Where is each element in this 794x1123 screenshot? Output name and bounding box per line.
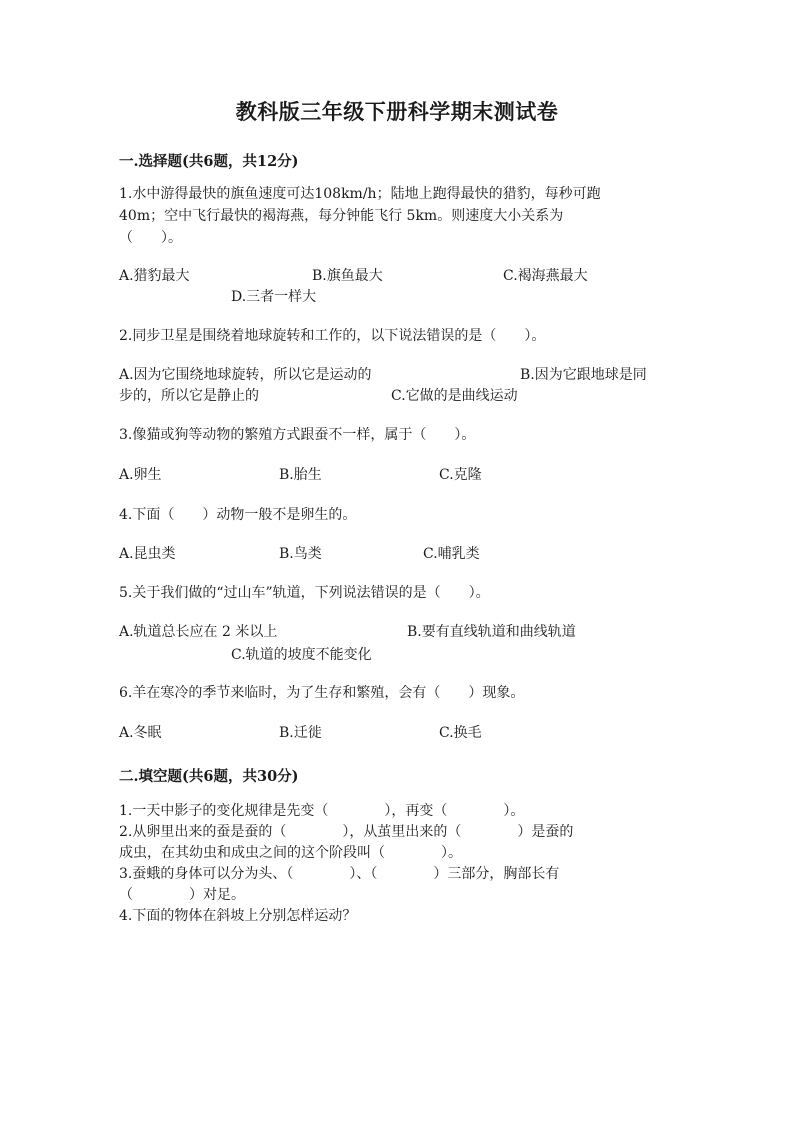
page-title: 教科版三年级下册科学期末测试卷 <box>235 99 559 124</box>
q1-option-a: A.猎豹最大 <box>119 268 190 284</box>
q2-option-c: C.它做的是曲线运动 <box>391 388 518 404</box>
section-fill-heading: 二.填空题(共6题，共30分) <box>119 768 299 785</box>
q3-option-c: C.克隆 <box>439 467 482 483</box>
q5-option-c: C.轨道的坡度不能变化 <box>231 647 372 663</box>
q6-stem: 6.羊在寒冷的季节来临时，为了生存和繁殖，会有（ ）现象。 <box>119 685 525 701</box>
fill-line-3: 成虫，在其幼虫和成虫之间的这个阶段叫（ ）。 <box>119 845 462 861</box>
q6-option-c: C.换毛 <box>439 725 482 741</box>
q3-stem: 3.像猫或狗等动物的繁殖方式跟蚕不一样，属于（ ）。 <box>119 427 476 443</box>
q2-stem: 2.同步卫星是围绕着地球旋转和工作的，以下说法错误的是（ ）。 <box>119 328 546 344</box>
q5-option-a: A.轨道总长应在 2 米以上 <box>119 624 278 640</box>
q2-option-b-continued: 步的，所以它是静止的 <box>119 388 259 404</box>
q4-option-a: A.昆虫类 <box>119 546 176 562</box>
q1-option-b: B.旗鱼最大 <box>312 268 383 284</box>
q2-option-a: A.因为它围绕地球旋转，所以它是运动的 <box>119 367 372 383</box>
q1-stem-line-3: （ ）。 <box>119 230 182 246</box>
section-choice-heading: 一.选择题(共6题，共12分) <box>119 153 299 170</box>
q1-option-c: C.褐海燕最大 <box>503 268 588 284</box>
q2-option-b: B.因为它跟地球是同 <box>520 367 647 383</box>
q1-option-d: D.三者一样大 <box>231 289 317 305</box>
q3-option-a: A.卵生 <box>119 467 162 483</box>
q5-option-b: B.要有直线轨道和曲线轨道 <box>407 624 576 640</box>
q6-option-b: B.迁徙 <box>279 725 322 741</box>
q1-stem-line-1: 1.水中游得最快的旗鱼速度可达108km/h；陆地上跑得最快的猎豹，每秒可跑 <box>119 186 601 202</box>
q6-option-a: A.冬眠 <box>119 725 162 741</box>
fill-line-1: 1.一天中影子的变化规律是先变（ ），再变（ ）。 <box>119 803 525 819</box>
q1-stem-line-2: 40m；空中飞行最快的褐海燕，每分钟能飞行 5km。则速度大小关系为 <box>119 208 564 224</box>
fill-line-2: 2.从卵里出来的蚕是蚕的（ ），从茧里出来的（ ）是蚕的 <box>119 824 574 840</box>
q4-option-c: C.哺乳类 <box>423 546 480 562</box>
q3-option-b: B.胎生 <box>279 467 322 483</box>
q5-stem: 5.关于我们做的“过山车”轨道，下列说法错误的是（ ）。 <box>119 585 490 601</box>
fill-line-6: 4.下面的物体在斜坡上分别怎样运动？ <box>119 908 357 924</box>
q4-stem: 4.下面（ ）动物一般不是卵生的。 <box>119 507 357 523</box>
fill-line-5: （ ）对足。 <box>119 887 245 903</box>
fill-line-4: 3.蚕蛾的身体可以分为头、（ ）、（ ）三部分，胸部长有 <box>119 866 560 882</box>
q4-option-b: B.鸟类 <box>279 546 322 562</box>
